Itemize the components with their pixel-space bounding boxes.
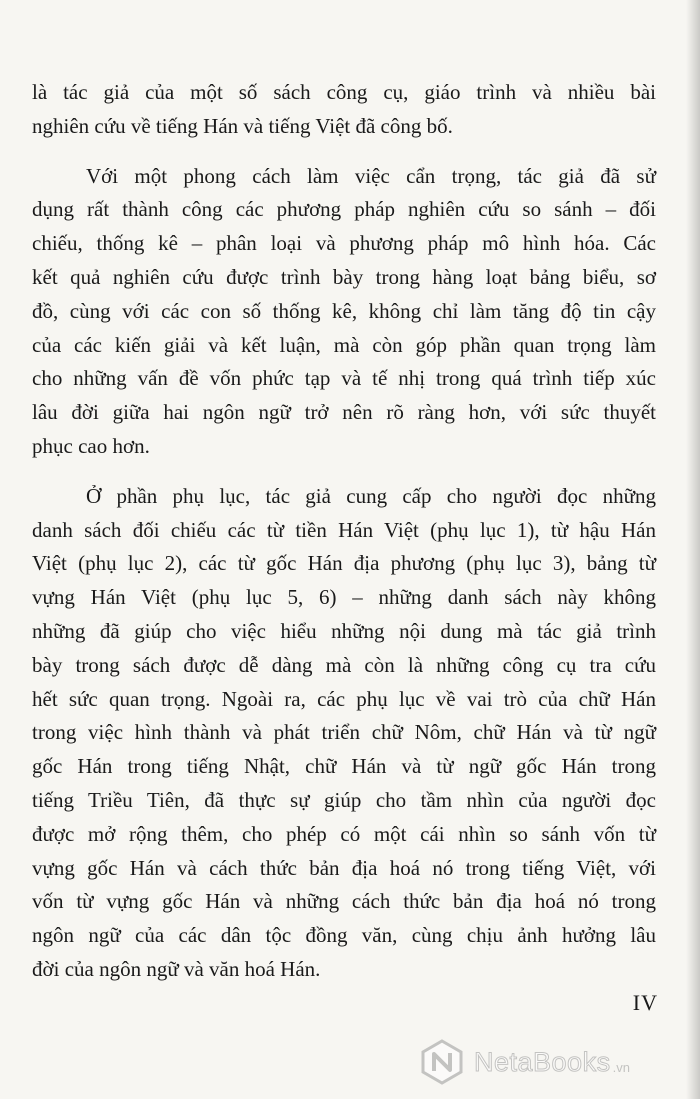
text-line: Ở phần phụ lục, tác giả cung cấp cho người đọc những	[86, 483, 656, 508]
paragraph-gap	[32, 464, 656, 480]
text-line: lâu đời giữa hai ngôn ngữ trở nên rõ ràng hơn, với sức thuyết	[32, 400, 656, 425]
paragraph	[32, 76, 656, 144]
text-line: ngôn ngữ của các dân tộc đồng văn, cùng chịu ảnh hưởng lâu	[32, 923, 656, 948]
text-line: của các kiến giải và kết luận, mà còn góp phần quan trọng làm	[32, 332, 656, 357]
text-line: đồ, cùng với các con số thống kê, không chỉ làm tăng độ tin cậy	[32, 298, 656, 323]
text-line: đời của ngôn ngữ và văn hoá Hán.	[32, 956, 321, 981]
paragraph-gap	[32, 144, 656, 160]
text-line: bày trong sách được dễ dàng mà còn là những công cụ tra cứu	[32, 652, 656, 677]
paragraph	[32, 160, 656, 464]
text-line: vựng Hán Việt (phụ lục 5, 6) – những danh sách này không	[32, 585, 656, 610]
watermark-text: NetaBooks	[474, 1046, 611, 1077]
text-line: Việt (phụ lục 2), các từ gốc Hán địa phương (phụ lục 3), bảng từ	[32, 551, 656, 576]
text-line: danh sách đối chiếu các từ tiền Hán Việt (phụ lục 1), từ hậu Hán	[32, 517, 656, 542]
text-line: vốn từ vựng gốc Hán và những cách thức bản địa hoá nó trong	[32, 889, 656, 914]
paragraph	[32, 480, 656, 987]
text-line: trong việc hình thành và phát triển chữ Nôm, chữ Hán và từ ngữ	[32, 720, 656, 745]
text-line: là tác giả của một số sách công cụ, giáo trình và nhiều bài	[32, 80, 656, 104]
spine-shadow	[686, 0, 700, 1099]
watermark	[418, 1034, 700, 1090]
body-text	[32, 76, 656, 987]
text-line: Với một phong cách làm việc cẩn trọng, tác giả đã sử	[86, 163, 656, 188]
text-line: được mở rộng thêm, cho phép có một cái nhìn so sánh vốn từ	[32, 821, 656, 846]
watermark-suffix: .vn	[612, 1059, 630, 1075]
text-line: dụng rất thành công các phương pháp nghiên cứu so sánh – đối	[32, 197, 656, 222]
text-line: tiếng Triều Tiên, đã thực sự giúp cho tầm nhìn của người đọc	[32, 787, 656, 812]
text-line: chiếu, thống kê – phân loại và phương pháp mô hình hóa. Các	[32, 231, 656, 256]
text-line: hết sức quan trọng. Ngoài ra, các phụ lục về vai trò của chữ Hán	[32, 686, 656, 711]
text-line: những đã giúp cho việc hiểu những nội dung mà tác giả trình	[32, 618, 656, 643]
text-line: kết quả nghiên cứu được trình bày trong hàng loạt bảng biểu, sơ	[32, 264, 656, 289]
page-number: IV	[632, 990, 658, 1015]
text-line: phục cao hơn.	[32, 433, 150, 458]
text-line: cho những vấn đề vốn phức tạp và tế nhị trong quá trình tiếp xúc	[32, 366, 656, 391]
netabooks-logo-icon	[418, 1038, 466, 1086]
text-line: vựng gốc Hán và cách thức bản địa hoá nó trong tiếng Việt, với	[32, 855, 656, 880]
text-line: nghiên cứu về tiếng Hán và tiếng Việt đã công bố.	[32, 113, 453, 138]
text-line: gốc Hán trong tiếng Nhật, chữ Hán và từ ngữ gốc Hán trong	[32, 754, 656, 779]
